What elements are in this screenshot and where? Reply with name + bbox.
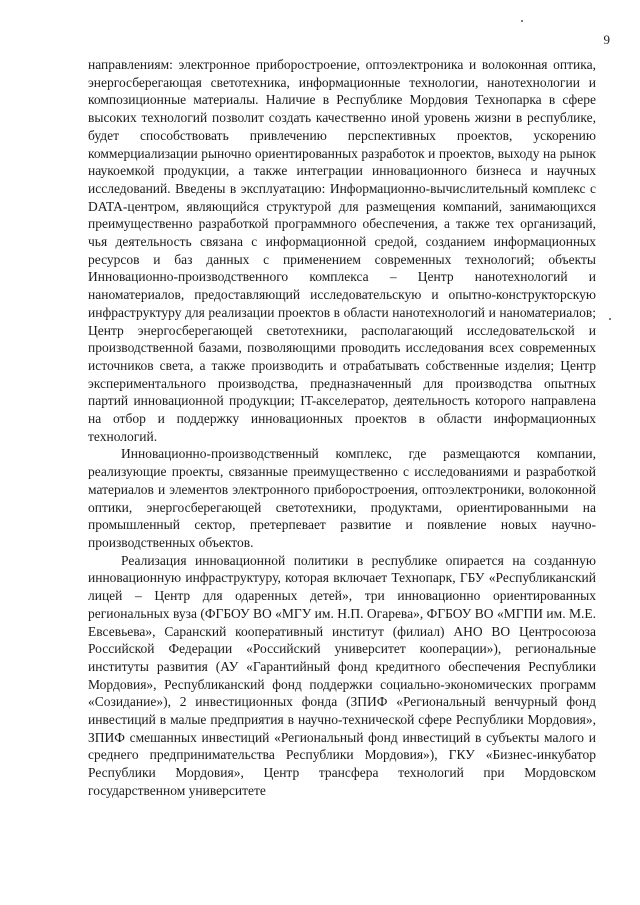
- paragraph-continued: направлениям: электронное приборостроение, оптоэлектроника и волоконная оптика, энергосберегающая светотехника, информационные технологии, нанотехнологии и композиционные материалы. Наличие в Республике Мордовия Технопарка в сфере высоких технологий позволит создать качественно иной уровень жизни в республике, будет способствовать привлечению перспективных проектов, ускорению коммерциализации рыночно ориентированных разработок и проектов, выходу на рынок наукоемкой продукции, а также интеграции инновационного бизнеса и научных исследований. Введены в эксплуатацию: Информационно-вычислительный комплекс с DATA-центром, являющийся структурой для размещения компаний, занимающихся преимущественно разработкой программного обеспечения, а также тех организаций, чья деятельность связана с информационной средой, созданием информационных ресурсов и баз данных с применением современных технологий; объекты Инновационно-производственного комплекса – Центр нанотехнологий и наноматериалов, предоставляющий исследовательскую и опытно-конструкторскую инфраструктуру для реализации проектов в области нанотехнологий и наноматериалов; Центр энергосберегающей светотехники, располагающий исследовательской и производственной базами, позволяющими проводить исследования всех современных источников света, а также производить и отрабатывать собственные изделия; Центр экспериментального производства, предназначенный для производства опытных партий инновационной продукции; IT-акселератор, деятельность которого направлена на отбор и поддержку инновационных проектов в области информационных технологий.: [88, 57, 596, 444]
- paragraph-innovation-policy: Реализация инновационной политики в республике опирается на созданную инновационную инфраструктуру, которая включает Технопарк, ГБУ «Республиканский лицей – Центр для одаренных детей», три инновационно ориентированных региональных вуза (ФГБОУ ВО «МГУ им. Н.П. Огарева», ФГБОУ ВО «МГПИ им. М.Е. Евсевьева», Саранский кооперативный институт (филиал) АНО ВО Центросоюза Российской Федерации «Российский университет кооперации»), региональные институты развития (АУ «Гарантийный фонд кредитного обеспечения Республики Мордовия», Республиканский фонд поддержки социально-экономических программ «Созидание»), 2 инвестиционных фонда (ЗПИФ «Региональный венчурный фонд инвестиций в малые предприятия в научно-технической сфере Республики Мордовия», ЗПИФ смешанных инвестиций «Региональный фонд инвестиций в субъекты малого и среднего предпринимательства Республики Мордовия»), ГКУ «Бизнес-инкубатор Республики Мордовия», Центр трансфера технологий при Мордовском государственном университете: [88, 552, 596, 798]
- scan-speck: [609, 318, 611, 320]
- page-number: 9: [603, 32, 610, 47]
- scan-speck: [521, 20, 523, 22]
- body-text: [88, 56, 596, 800]
- paragraph-innovation-complex: Инновационно-производственный комплекс, где размещаются компании, реализующие проекты, связанные преимущественно с исследованиями и разработкой материалов и элементов электронного приборостроения, оптоэлектроники, волоконной оптики, энергосберегающей светотехники, продуктами, ориентированными на промышленный сектор, претерпевает развитие и появление новых научно-производственных объектов.: [88, 446, 596, 550]
